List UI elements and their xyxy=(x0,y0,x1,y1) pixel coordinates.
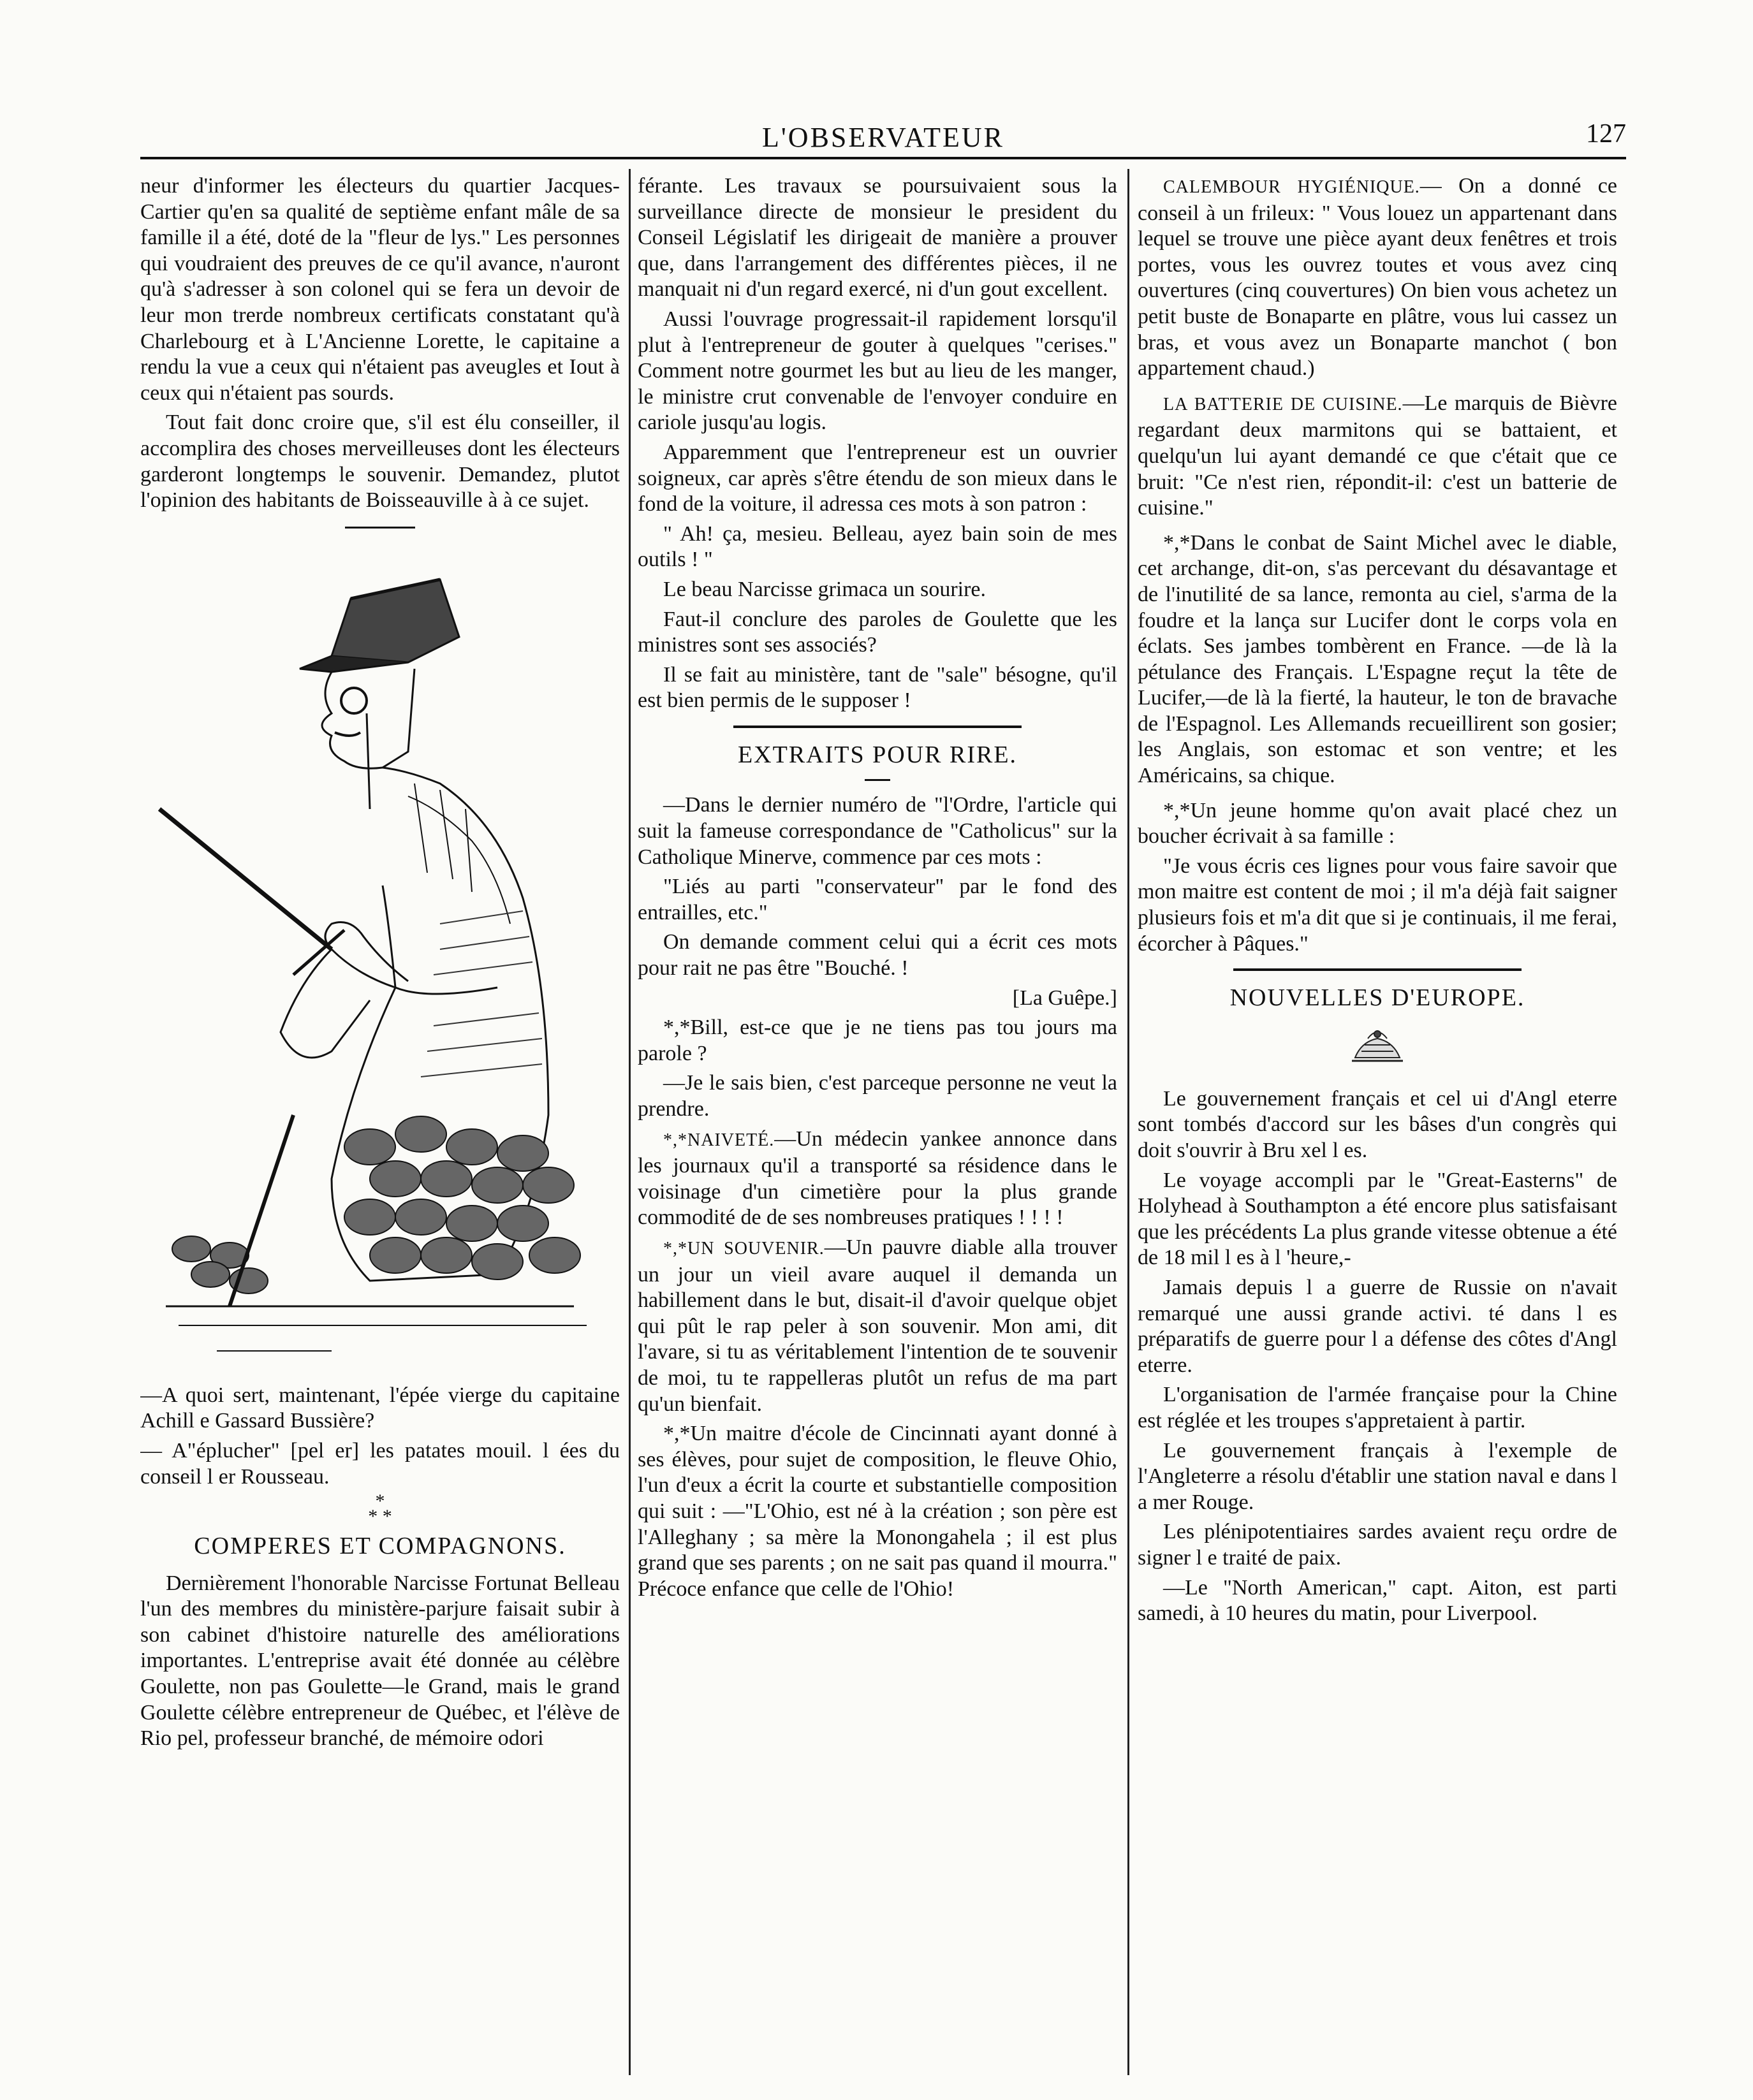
header-rule xyxy=(140,157,1626,159)
page-header xyxy=(140,121,1626,159)
paragraph: Le gouvernement français et cel ui d'Angl eterre sont tombés d'accord sur les bâses d'un congrès qui doit s'ouvrir à Bru xel l es. xyxy=(1138,1086,1617,1162)
paragraph: *,*Dans le conbat de Saint Michel avec le diable, cet archange, dit-on, s'as percevant du désavantage et de l'inutilité de sa lance, remonta au ciel, s'arma de la foudre et la lança sur Lucifer dont le corps vola en éclats. Ses jambes tombèrent en France. —de là la pétulance des Français. L'Espagne reçut la tête de Lucifer,—de là la fierté, la hauteur, le ton de bravache de l'Espagnol. Les Allemands recueillirent son gosier; les Anglais, son estomac et son ventre; et les Américains, sa chique. xyxy=(1138,530,1617,788)
paragraph: Jamais depuis l a guerre de Russie on n'avait remarqué une aussi grande activi. té dans l es préparatifs de guerre pour l a défense des côtes d'Angl eterre. xyxy=(1138,1275,1617,1377)
source-credit: [La Guêpe.] xyxy=(1012,986,1117,1010)
section-rule xyxy=(733,726,1021,728)
column-divider-1 xyxy=(629,169,631,2075)
paragraph: Les plénipotentiaires sardes avaient reçu ordre de signer l e traité de paix. xyxy=(1138,1520,1617,1570)
separator-rule xyxy=(345,527,415,529)
paragraph: Faut-il conclure des paroles de Goulette que les ministres sont ses associés? xyxy=(638,607,1117,657)
paragraph: *,*Un maitre d'école de Cincinnati ayant donné à ses élèves, pour sujet de composition, le fleuve Ohio, l'un d'eux a écrit la courte et substantielle composition qui suit : —"L'Ohio, est né à la création ; son père est l'Alleghany ; sa mère la Monongahela ; il est plus grand que ses parents ; on ne sait pas quand il mourra." Précoce enfance que celle de l'Ohio! xyxy=(638,1422,1117,1601)
paragraph: On demande comment celui qui a écrit ces mots pour rait ne pas être "Bouché. ! xyxy=(638,930,1117,981)
paragraph xyxy=(1138,391,1617,521)
paragraph xyxy=(638,1127,1117,1231)
paragraph: L'organisation de l'armée française pour la Chine est réglée et les troupes s'appretaient à partir. xyxy=(1138,1383,1617,1433)
paragraph: Le gouvernement français à l'exemple de l'Angleterre a résolu d'établir une station naval e dans l a mer Rouge. xyxy=(1138,1438,1617,1514)
paragraph: Il se fait au ministère, tant de "sale" bésogne, qu'il est bien permis de le supposer ! xyxy=(638,662,1117,713)
paragraph: neur d'informer les électeurs du quartier Jacques-Cartier qu'en sa qualité de septième enfant mâle de sa famille il a été, doté de la "fleur de lys." Les personnes qui voudraient des preuves de ce qu'il avance, n'auront qu'à s'adresser à son colonel qui se fera un devoir de leur mon trerde nombreux certificats constatant qu'à Charlebourg et à L'Ancienne Lorette, le capitaine a rendu la vue a ceux qui n'étaient pas aveugles et Iout à ceux qui n'étaient pas sourds. xyxy=(140,174,620,405)
section-title-nouvelles: NOUVELLES D'EUROPE. xyxy=(1229,984,1525,1012)
column-3 xyxy=(1138,173,1617,2054)
paragraph-text: —Le marquis de Bièvre regardant deux marmitons qui se battaient, et quelqu'un lui ayant demandé ce que c'était que ce bruit: "Ce n'est rien, répondit-il: c'est un batterie de cuisine." xyxy=(1138,391,1617,520)
paragraph xyxy=(1138,173,1617,382)
paragraph: "Je vous écris ces lignes pour vous faire savoir que mon maitre est content de moi ; il m'a déjà fait saigner plusieurs fois et m'a dit que si je continuais, il me ferai, écorcher à Pâques." xyxy=(1138,854,1617,956)
paragraph: Aussi l'ouvrage progressait-il rapidement lorsqu'il plut à l'entrepreneur de gouter à quelques "cerises." Comment notre gourmet les but au lieu de les manger, le ministre crut convenable de l'envoyer conduire en cariole jusqu'au logis. xyxy=(638,307,1117,435)
paragraph: —Je le sais bien, c'est parceque personne ne veut la prendre. xyxy=(638,1071,1117,1121)
ornament-icon xyxy=(1349,1023,1406,1067)
run-in-head: *,*UN SOUVENIR. xyxy=(663,1238,825,1258)
paragraph: Apparemment que l'entrepreneur est un ouvrier soigneux, car après s'être étendu de son mieux dans le fond de la voiture, il adressa ces mots à son patron : xyxy=(638,440,1117,516)
caption-line-2: — A"éplucher" [pel er] les patates mouil. l ées du conseil l er Rousseau. xyxy=(140,1438,620,1489)
caption-line-1: —A quoi sert, maintenant, l'épée vierge du capitaine Achill e Gassard Bussière? xyxy=(140,1383,620,1433)
run-in-head: LA BATTERIE DE CUISINE. xyxy=(1163,394,1403,414)
paragraph: férante. Les travaux se poursuivaient sous la surveillance directe de monsieur le president du Conseil Législatif les dirigeait de manière a prouver que, dans l'arrangement des différentes pièces, il ne manquait ni d'un regard exercé, ni d'un gout excellent. xyxy=(638,174,1117,302)
paragraph: Dernièrement l'honorable Narcisse Fortunat Belleau l'un des membres du ministère-parjure faisait subir à son cabinet d'histoire naturelle des améliorations importantes. L'entreprise avait été donnée au célèbre Goulette, non pas Goulette—le Grand, mais le grand Goulette célèbre entrepreneur de Québec, et l'élève de Rio pel, professeur branché, de mémoire odori xyxy=(140,1571,620,1751)
paragraph: *,*Bill, est-ce que je ne tiens pas tou jours ma parole ? xyxy=(638,1016,1117,1065)
paragraph-text: —Un médecin yankee annonce dans les journaux qu'il a transporté sa résidence dans le voisinage d'un cimetière pour la plus grande commodité de de ses nombreuses pratiques ! ! ! ! xyxy=(638,1127,1117,1230)
run-in-head: CALEMBOUR HYGIÉNIQUE. xyxy=(1163,177,1420,197)
title-dash xyxy=(865,779,890,781)
paragraph-text: — On a donné ce conseil à un frileux: " Vous louez un appartenant dans lequel se trouve une pièce ayant deux fenêtres et trois portes, vous les ouvrez toutes et vous avez cinq ouvertures (cinq couvertures) On bien vous achetez un petit buste de Bonaparte en plâtre, vous lui cassez un bras, et vous avez un Bonaparte manchot ( bon appartement chaud.) xyxy=(1138,174,1617,381)
run-in-head: *,*NAIVETÉ. xyxy=(663,1130,775,1150)
asterism: * * * xyxy=(368,1491,392,1528)
masthead: L'OBSERVATEUR xyxy=(762,122,1004,153)
paragraph: " Ah! ça, mesieu. Belleau, ayez bain soin de mes outils ! " xyxy=(638,521,1117,572)
paragraph: —Le "North American," capt. Aiton, est parti samedi, à 10 heures du matin, pour Liverpool. xyxy=(1138,1575,1617,1626)
paragraph xyxy=(638,1235,1117,1417)
column-divider-2 xyxy=(1127,169,1129,2075)
section-rule xyxy=(1233,968,1521,971)
section-title-extraits: EXTRAITS POUR RIRE. xyxy=(737,741,1018,768)
paragraph: *,*Un jeune homme qu'on avait placé chez un boucher écrivait à sa famille : xyxy=(1138,798,1617,849)
paragraph: Le beau Narcisse grimaca un sourire. xyxy=(663,577,986,601)
cartoon-illustration xyxy=(140,541,620,1376)
paragraph: Le voyage accompli par le "Great-Easterns" de Holyhead à Southampton a été encore plus satisfaisant que les précédents La plus grande vitesse obtenue a été de 18 mil l es à l 'heure,- xyxy=(1138,1168,1617,1270)
paragraph: "Liés au parti "conservateur" par le fond des entrailles, etc." xyxy=(638,875,1117,924)
section-title-comperes: COMPERES ET COMPAGNONS. xyxy=(194,1533,566,1560)
column-2 xyxy=(638,173,1117,2054)
paragraph: —Dans le dernier numéro de "l'Ordre, l'article qui suit la fameuse correspondance de "Catholicus" sur la Catholique Minerve, commence par ces mots : xyxy=(638,793,1117,869)
page-number: 127 xyxy=(1586,119,1626,149)
paragraph-text: —Un pauvre diable alla trouver un jour un vieil avare auquel il demanda un habillement dans le but, disait-il d'avoir quelque objet qui pût le rap peler à son souvenir. Mon ami, dit l'avare, si tu as véritablement l'intention de te souvenir de moi, tu te rappelleras plutôt un refus de ma part qu'un bienfait. xyxy=(638,1235,1117,1416)
column-1 xyxy=(140,173,620,2054)
paragraph: Tout fait donc croire que, s'il est élu conseiller, il accomplira des choses merveilleuses dont les électeurs garderont longtemps le souvenir. Demandez, plutot l'opinion des habitants de Boisseauville à à ce sujet. xyxy=(140,411,620,513)
